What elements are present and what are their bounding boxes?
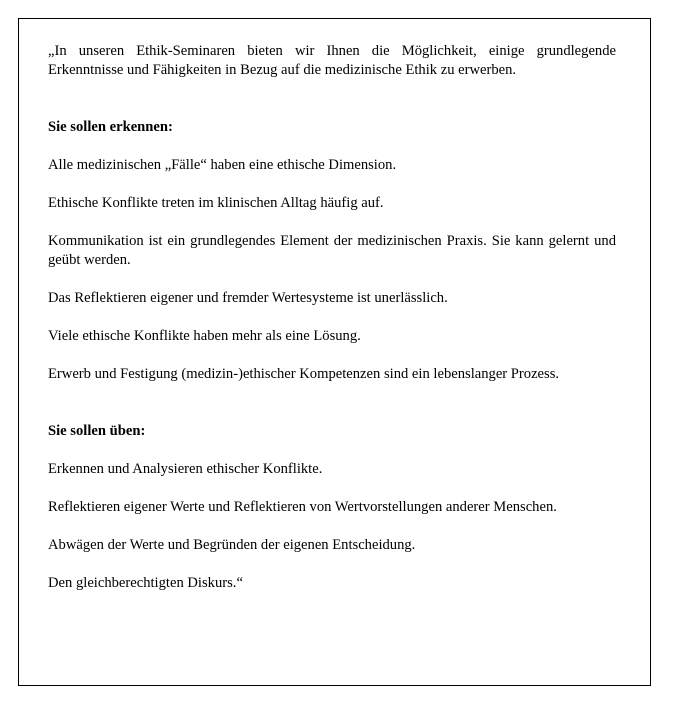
recognize-item: Ethische Konflikte treten im klinischen Alltag häufig auf. [48, 195, 384, 211]
practice-item: Den gleichberechtigten Diskurs.“ [48, 575, 243, 591]
recognize-item: Erwerb und Festigung (medizin-)ethischer Kompetenzen sind ein lebenslanger Prozess. [48, 366, 560, 382]
practice-item: Abwägen der Werte und Begründen der eigenen Entscheidung. [48, 537, 416, 553]
practice-item: Erkennen und Analysieren ethischer Konflikte. [48, 461, 323, 477]
practice-item: Reflektieren eigener Werte und Reflektieren von Wertvorstellungen anderer Menschen. [48, 499, 557, 515]
recognize-item: Kommunikation ist ein grundlegendes Element der medizinischen Praxis. Sie kann gelernt und geübt werden. [48, 233, 616, 268]
section-heading-recognize: Sie sollen erkennen: [48, 119, 173, 135]
intro-paragraph: „In unseren Ethik-Seminaren bieten wir Ihnen die Möglichkeit, einige grundlegende Erkenntnisse und Fähigkeiten in Bezug auf die medizinische Ethik zu erwerben. [48, 43, 616, 78]
recognize-item: Viele ethische Konflikte haben mehr als eine Lösung. [48, 328, 361, 344]
recognize-item: Das Reflektieren eigener und fremder Wertesysteme ist unerlässlich. [48, 290, 448, 306]
section-heading-practice: Sie sollen üben: [48, 423, 146, 439]
document-content [48, 42, 616, 612]
recognize-item: Alle medizinischen „Fälle“ haben eine ethische Dimension. [48, 157, 397, 173]
